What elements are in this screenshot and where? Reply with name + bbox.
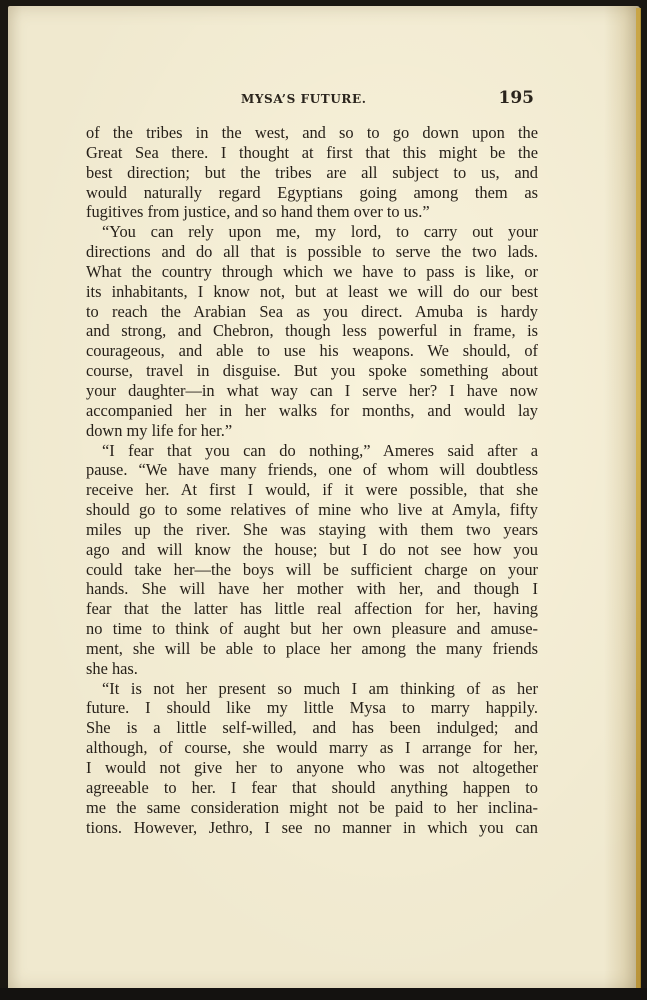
text-line: should go to some relatives of mine who live at Amyla, fifty [86, 500, 538, 520]
text-line: “You can rely upon me, my lord, to carry out your [102, 222, 538, 242]
text-line: “It is not her present so much I am thinking of as her [102, 678, 538, 698]
text-line: no time to think of aught but her own pleasure and amuse- [86, 619, 538, 639]
page-number: 195 [498, 88, 534, 108]
text-line: of the tribes in the west, and so to go down upon the [86, 123, 538, 142]
text-line: miles up the river. She was staying with them two years [86, 519, 538, 539]
text-line: hands. She will have her mother with her, and though I [86, 579, 538, 599]
text-line: What the country through which we have to pass is like, or [86, 261, 538, 281]
text-line: would naturally regard Egyptians going among them as [86, 182, 538, 202]
text-line: best direction; but the tribes are all subject to us, and [86, 162, 538, 182]
text-line: directions and do all that is possible to serve the two lads. [86, 242, 538, 262]
text-line: could take her—the boys will be sufficient charge on your [86, 559, 538, 579]
text-line: down my life for her.” [86, 420, 233, 440]
text-line: to reach the Arabian Sea as you direct. Amuba is hardy [86, 301, 538, 321]
text-line: fear that the latter has little real affection for her, having [86, 599, 538, 619]
text-line: “I fear that you can do nothing,” Ameres said after a [102, 440, 538, 460]
text-line: Great Sea there. I thought at first that this might be the [86, 142, 538, 162]
text-line: pause. “We have many friends, one of whom will doubtless [86, 460, 538, 480]
text-line: future. I should like my little Mysa to marry happily. [86, 698, 538, 718]
text-line: your daughter—in what way can I serve her? I have now [86, 380, 538, 400]
text-line: me the same consideration might not be paid to her inclina- [86, 797, 538, 817]
text-line: accompanied her in her walks for months, and would lay [86, 400, 538, 420]
text-line: tions. However, Jethro, I see no manner in which you can [86, 817, 538, 837]
text-line: ago and will know the house; but I do not see how you [86, 539, 538, 559]
running-head: MYSA’S FUTURE. [241, 92, 367, 106]
text-line: She is a little self-willed, and has been indulged; and [86, 718, 538, 738]
page-header [86, 88, 538, 114]
text-line: fugitives from justice, and so hand them over to us.” [86, 202, 430, 222]
text-line: and strong, and Chebron, though less powerful in frame, is [86, 321, 538, 341]
text-line: ment, she will be able to place her among the many friends [86, 638, 538, 658]
page-gilt-edge [636, 8, 641, 988]
text-line: course, travel in disguise. But you spoke something about [86, 361, 538, 381]
body-text [86, 123, 538, 837]
text-line: receive her. At first I would, if it were possible, that she [86, 480, 538, 500]
scan-bottom-border [0, 988, 647, 1000]
text-line: agreeable to her. I fear that should anything happen to [86, 777, 538, 797]
text-line: although, of course, she would marry as I arrange for her, [86, 738, 538, 758]
text-line: I would not give her to anyone who was not altogether [86, 758, 538, 777]
text-line: she has. [86, 658, 138, 678]
text-line: courageous, and able to use his weapons. We should, of [86, 341, 538, 361]
text-line: its inhabitants, I know not, but at least we will do our best [86, 281, 538, 301]
